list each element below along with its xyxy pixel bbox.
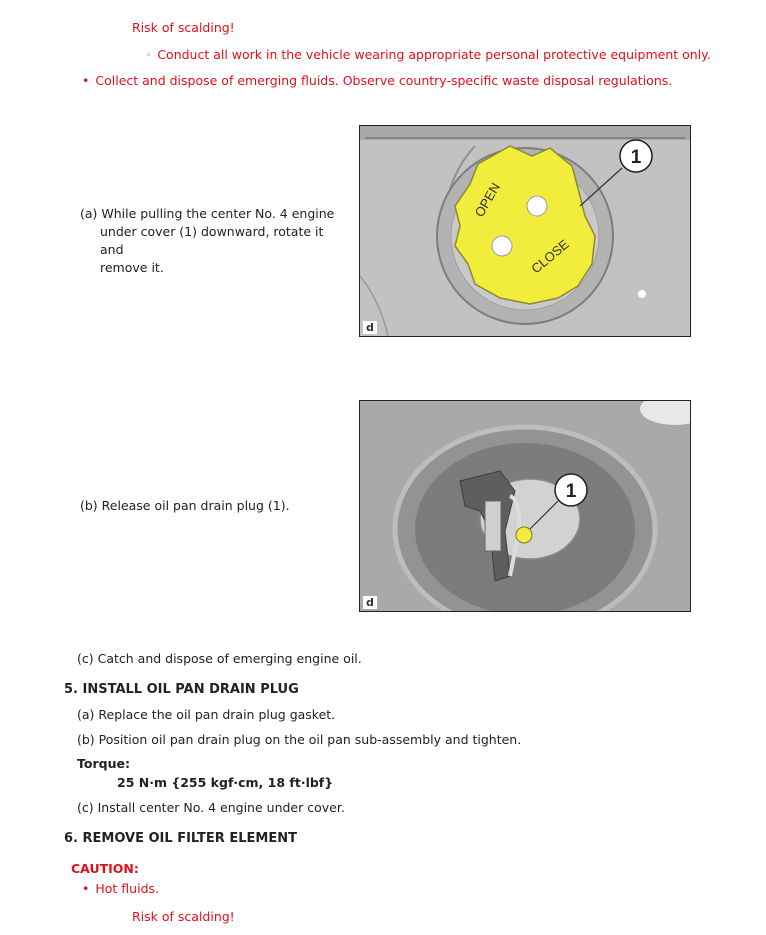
fluids-text: Collect and dispose of emerging fluids. Observe country-specific waste disposal regulations.: [95, 73, 673, 88]
torque-value: 25 N·m {255 kgf·cm, 18 ft·lbf}: [117, 775, 334, 790]
step-b: (b) Release oil pan drain plug (1).: [80, 498, 290, 513]
callout-number: 1: [630, 147, 642, 168]
bullet-icon: •: [82, 73, 90, 88]
under-cover-illustration: [360, 126, 690, 336]
torque-label: Torque:: [77, 756, 130, 771]
section5-b: (b) Position oil pan drain plug on the oil pan sub-assembly and tighten.: [77, 732, 522, 747]
under-cover-figure: [359, 125, 691, 337]
bullet-icon-2: •: [82, 881, 90, 896]
step-a-line2: under cover (1) downward, rotate it and: [100, 224, 324, 257]
section5-a: (a) Replace the oil pan drain plug gasket.: [77, 707, 336, 722]
step-a-line1: (a) While pulling the center No. 4 engine: [80, 206, 335, 221]
risk-text-top: Risk of scalding!: [132, 20, 235, 35]
risk-text-bottom: Risk of scalding!: [132, 909, 235, 924]
section6-heading: 6. REMOVE OIL FILTER ELEMENT: [64, 831, 297, 846]
step-a-line3: remove it.: [100, 260, 164, 275]
figure-corner-label: d: [363, 321, 377, 334]
hot-fluids-text: Hot fluids.: [95, 881, 159, 896]
section5-heading: 5. INSTALL OIL PAN DRAIN PLUG: [64, 682, 299, 697]
caution-label: CAUTION:: [71, 861, 139, 876]
ppe-item: [146, 47, 711, 62]
drain-plug-figure: [359, 400, 691, 612]
hot-fluids-item: [82, 881, 159, 896]
section5-c: (c) Install center No. 4 engine under cover.: [77, 800, 345, 815]
ppe-text: Conduct all work in the vehicle wearing appropriate personal protective equipment only.: [157, 47, 711, 62]
figure-corner-label-2: d: [363, 596, 377, 609]
step-a: [80, 205, 350, 277]
step-c: (c) Catch and dispose of emerging engine oil.: [77, 651, 362, 666]
fluids-item: [82, 73, 672, 88]
open-label: OPEN: [471, 180, 504, 220]
callout-number-2: 1: [565, 481, 577, 502]
drain-plug-illustration: [360, 401, 690, 611]
close-label: CLOSE: [528, 236, 572, 277]
hollow-bullet-icon: ◦: [146, 51, 152, 61]
drain-plug: [516, 527, 532, 543]
